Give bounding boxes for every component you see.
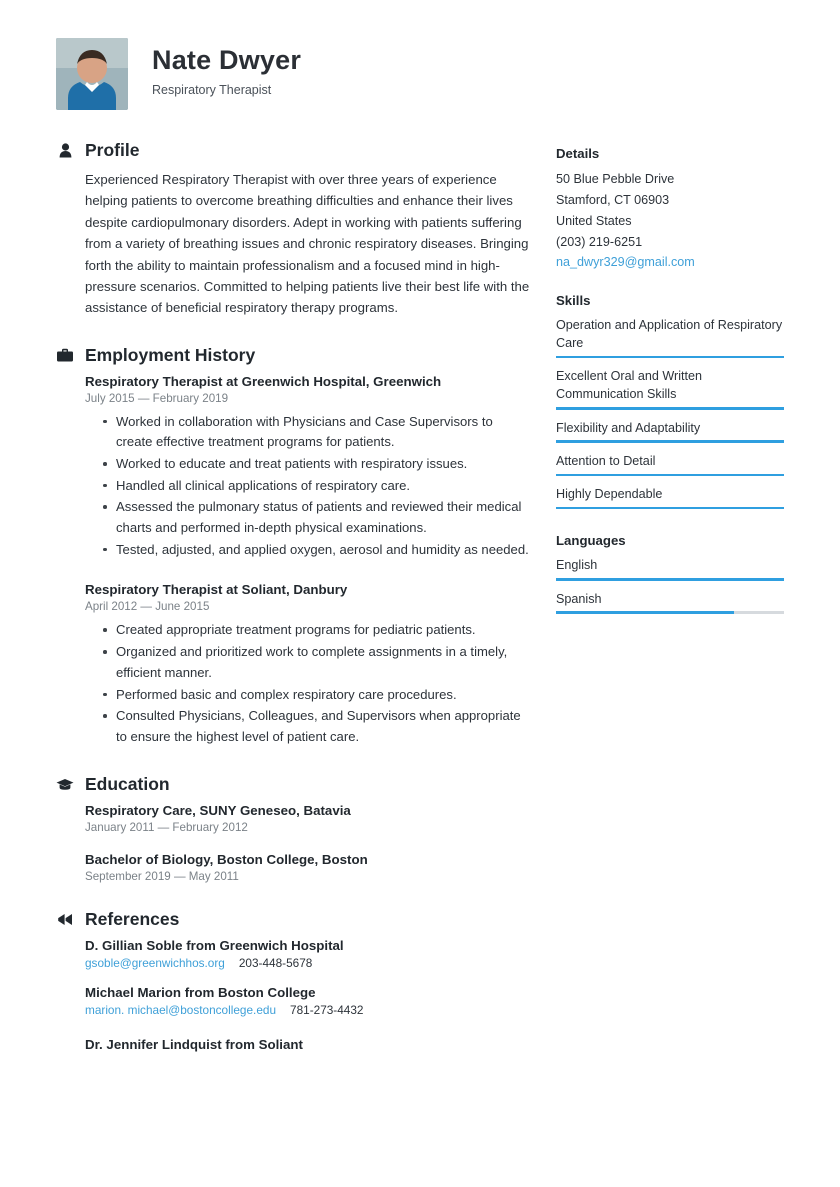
education-date: September 2019 — May 2011	[85, 869, 239, 883]
sidebar-title-details: Details	[556, 146, 600, 161]
education-title: Respiratory Care, SUNY Geneseo, Batavia	[85, 802, 351, 818]
employment-entry	[85, 582, 532, 747]
section-education	[56, 774, 532, 883]
skill-bar	[556, 407, 784, 410]
skill-bar	[556, 356, 784, 359]
list-item: Created appropriate treatment programs for pediatric patients.	[101, 620, 532, 641]
language-label: Spanish	[556, 591, 602, 606]
list-item: Assessed the pulmonary status of patients and reviewed their medical charts and performed in-depth physical examinations.	[101, 497, 532, 538]
list-item: Tested, adjusted, and applied oxygen, aerosol and humidity as needed.	[101, 540, 532, 561]
education-date: January 2011 — February 2012	[85, 820, 248, 834]
section-title-references: References	[85, 908, 180, 929]
sidebar	[556, 140, 784, 638]
page-title: Nate Dwyer	[152, 45, 302, 75]
address-line-1: 50 Blue Pebble Drive	[556, 172, 675, 186]
content-columns	[56, 140, 784, 1078]
section-heading-education	[56, 774, 532, 795]
reference-entry	[85, 985, 532, 1017]
skill-label: Operation and Application of Respiratory Care	[556, 317, 783, 350]
reference-phone: 203-448-5678	[238, 955, 313, 970]
reference-email[interactable]: gsoble@greenwichhos.org	[85, 955, 225, 970]
skill-item	[556, 367, 784, 410]
employment-title: Respiratory Therapist at Soliant, Danbury	[85, 582, 348, 598]
employment-date: April 2012 — June 2015	[85, 600, 210, 614]
name-block	[152, 38, 301, 97]
language-bar	[556, 611, 784, 614]
section-references	[56, 909, 532, 1052]
sidebar-details	[556, 146, 784, 269]
megaphone-icon	[56, 913, 74, 926]
reference-contact	[85, 1003, 532, 1017]
skill-label: Highly Dependable	[556, 487, 663, 502]
list-item: Worked in collaboration with Physicians and Case Supervisors to create effective treatment programs for patients.	[101, 412, 532, 453]
section-heading-profile	[56, 140, 532, 161]
language-bar	[556, 578, 784, 581]
skill-item	[556, 485, 784, 509]
sidebar-languages	[556, 533, 784, 614]
reference-entry	[85, 1037, 532, 1052]
section-heading-employment	[56, 345, 532, 366]
employment-date: July 2015 — February 2019	[85, 391, 229, 405]
job-title: Respiratory Therapist	[152, 82, 272, 97]
section-title-education: Education	[85, 773, 170, 794]
employment-bullets	[85, 412, 532, 561]
resume-header	[56, 38, 784, 110]
skill-bar	[556, 507, 784, 510]
reference-email[interactable]: marion. michael@bostoncollege.edu	[85, 1002, 277, 1017]
email-link[interactable]: na_dwyr329@gmail.com	[556, 254, 695, 269]
education-title: Bachelor of Biology, Boston College, Boston	[85, 851, 368, 867]
reference-contact	[85, 956, 532, 970]
country: United States	[556, 213, 632, 228]
employment-title: Respiratory Therapist at Greenwich Hospital, Greenwich	[85, 373, 442, 389]
section-body-profile	[56, 169, 532, 319]
skill-bar	[556, 440, 784, 443]
section-profile	[56, 140, 532, 319]
skill-item	[556, 419, 784, 443]
skill-label: Flexibility and Adaptability	[556, 420, 701, 435]
list-item: Handled all clinical applications of respiratory care.	[101, 476, 532, 497]
skill-item	[556, 316, 784, 359]
section-body-education	[56, 803, 532, 883]
profile-photo	[56, 38, 128, 110]
employment-bullets	[85, 620, 532, 747]
reference-name: Michael Marion from Boston College	[85, 984, 316, 1000]
main-column	[56, 140, 556, 1078]
reference-entry	[85, 938, 532, 970]
section-title-employment: Employment History	[85, 344, 256, 365]
language-label: English	[556, 558, 598, 573]
section-heading-references	[56, 909, 532, 930]
reference-name: D. Gillian Soble from Greenwich Hospital	[85, 937, 344, 953]
sidebar-skills	[556, 293, 784, 510]
reference-phone: 781-273-4432	[290, 1002, 364, 1017]
list-item: Performed basic and complex respiratory care procedures.	[101, 685, 532, 706]
employment-entry	[85, 374, 532, 561]
education-entry	[85, 803, 532, 834]
skill-label: Attention to Detail	[556, 453, 656, 468]
skill-label: Excellent Oral and Written Communication Skills	[556, 369, 703, 402]
section-body-references	[56, 938, 532, 1052]
person-icon	[56, 143, 74, 158]
address-line-2: Stamford, CT 06903	[556, 192, 670, 207]
list-item: Organized and prioritized work to complete assignments in a timely, efficient manner.	[101, 642, 532, 683]
reference-name: Dr. Jennifer Lindquist from Soliant	[85, 1036, 303, 1052]
profile-text: Experienced Respiratory Therapist with over three years of experience helping patients to overcome breathing difficulties and enhance their lives despite cardiopulmonary disorders. Adept in working with patients suffering from a variety of breathing issues and chronic respiratory diseases. Bringing forth the ability to maintain professionalism and a focused mind in high-pressure scenarios. Committed to helping patients live their best life with the assistance of beneficial respiratory therapy programs.	[85, 172, 530, 316]
skill-bar	[556, 474, 784, 477]
phone: (203) 219-6251	[556, 234, 643, 249]
language-item	[556, 556, 784, 580]
list-item: Consulted Physicians, Colleagues, and Supervisors when appropriate to ensure the highest level of patient care.	[101, 706, 532, 747]
sidebar-title-skills: Skills	[556, 292, 591, 308]
list-item: Worked to educate and treat patients with respiratory issues.	[101, 454, 532, 475]
language-item	[556, 590, 784, 614]
graduation-cap-icon	[56, 778, 74, 791]
briefcase-icon	[56, 348, 74, 362]
section-employment	[56, 345, 532, 748]
section-title-profile: Profile	[85, 140, 140, 160]
skill-item	[556, 452, 784, 476]
section-body-employment	[56, 374, 532, 748]
sidebar-title-languages: Languages	[556, 533, 626, 549]
education-entry	[85, 852, 532, 883]
